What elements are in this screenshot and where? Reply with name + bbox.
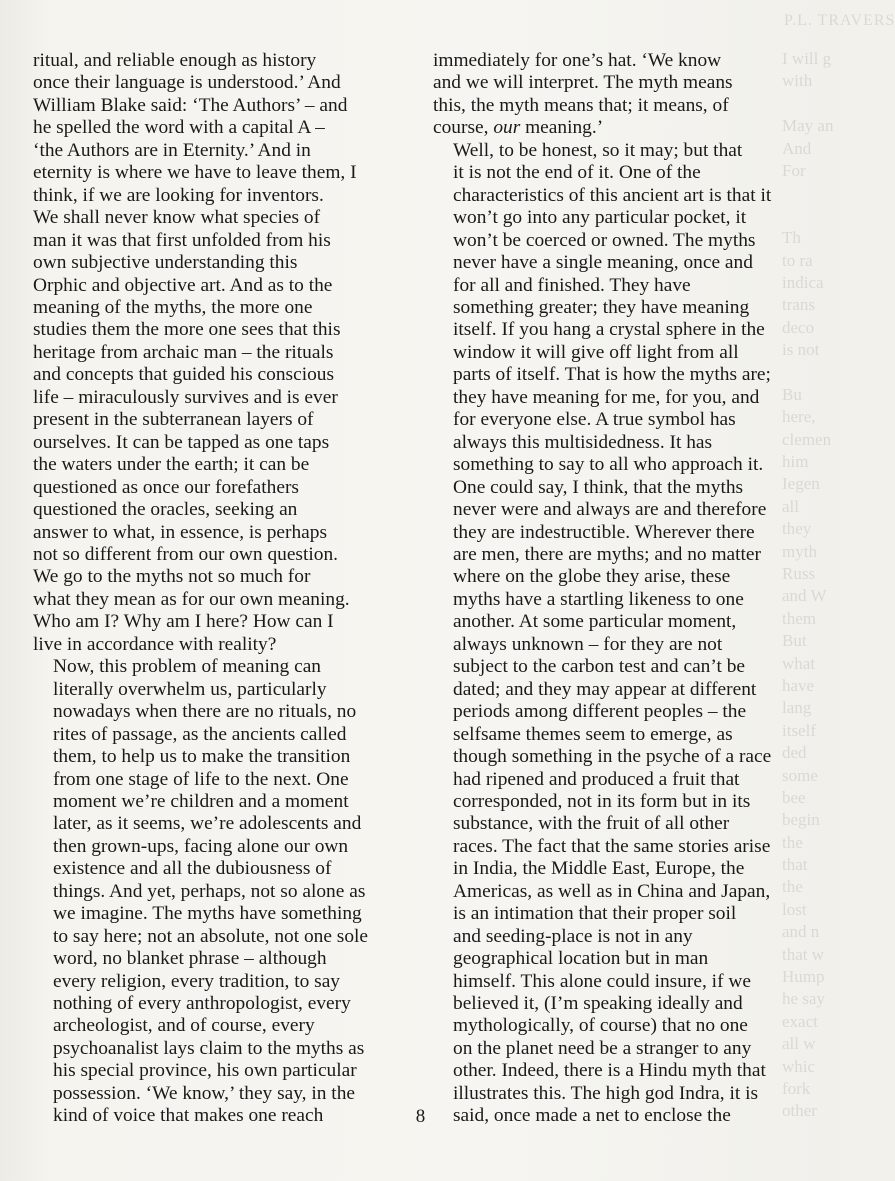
bleed-through-line [782, 205, 833, 227]
text-line: another. At some particular moment, [453, 611, 737, 633]
bleed-through-line: some [782, 765, 818, 785]
paragraph [33, 50, 373, 656]
bleed-through-line: deco [782, 317, 815, 337]
text-line: on the planet need be a stranger to any [453, 1037, 752, 1059]
text-line: in India, the Middle East, Europe, the [453, 858, 745, 880]
bleed-through-line [782, 182, 833, 204]
text-line: later, as it seems, we’re adolescents and [53, 813, 362, 835]
bleed-through-line: him [782, 452, 809, 472]
bleed-through-line: For [782, 160, 806, 180]
bleed-through-line: fork [782, 1078, 811, 1098]
text-line: for all and finished. They have [453, 274, 691, 296]
bleed-through-line: myth [782, 541, 817, 561]
text-line: we imagine. The myths have something [53, 903, 362, 925]
paragraph [33, 656, 373, 1128]
text-line: think, if we are looking for inventors. [33, 184, 324, 206]
text-line: immediately for one’s hat. ‘We know [433, 50, 722, 71]
bleed-through-line: bee [782, 787, 806, 807]
text-line: the waters under the earth; it can be [33, 454, 310, 476]
bleed-through-line: that w [782, 944, 825, 964]
bleed-through-line: they [782, 519, 812, 539]
bleed-through-line: Iegen [782, 474, 820, 494]
emphasis: our [493, 117, 521, 139]
bleed-through-line: trans [782, 295, 816, 315]
text-line: always unknown – for they are not [453, 633, 723, 655]
text-line: what they mean as for our own meaning. [33, 588, 350, 610]
bleed-through-fragments [782, 48, 833, 1123]
text-line: corresponded, not in its form but in its [453, 790, 751, 812]
text-line: then grown-ups, facing alone our own [53, 835, 349, 857]
bleed-through-line: clemen [782, 429, 832, 449]
text-line: he spelled the word with a capital A – [33, 117, 325, 139]
text-line: possession. ‘We know,’ they say, in the [53, 1082, 355, 1104]
text-line: existence and all the dubiousness of [53, 858, 332, 880]
bleed-through-line: he say [782, 989, 825, 1009]
text-line: Americas, as well as in China and Japan, [453, 880, 771, 902]
bleed-through-line: and n [782, 922, 820, 942]
bleed-through-line [782, 93, 833, 115]
text-line: his special province, his own particular [53, 1060, 357, 1082]
text-line: though something in the psyche of a race [453, 746, 772, 768]
bleed-through-line: begin [782, 810, 820, 830]
text-line: Well, to be honest, so it may; but that [453, 139, 743, 161]
text-line: meaning of the myths, the more one [33, 296, 313, 318]
text-line: We go to the myths not so much for [33, 566, 311, 588]
text-line: characteristics of this ancient art is that it [453, 184, 772, 206]
text-line: ‘the Authors are in Eternity.’ And in [33, 139, 311, 161]
text-line: other. Indeed, there is a Hindu myth that [453, 1060, 766, 1082]
text-line: mythologically, of course) that no one [453, 1015, 748, 1037]
paragraph [433, 50, 773, 140]
bleed-through-line: the [782, 877, 803, 897]
text-line: Now, this problem of meaning can [53, 656, 321, 678]
bleed-through-line: But [782, 631, 807, 651]
text-line: literally overwhelm us, particularly [53, 678, 327, 700]
bleed-through-line: ded [782, 743, 807, 763]
text-line: man it was that first unfolded from his [33, 229, 331, 251]
bleed-through-line: them [782, 608, 816, 628]
bleed-through-line: May an [782, 116, 834, 136]
text-line: course, our meaning.’ [433, 117, 604, 139]
text-line: Orphic and objective art. And as to the [33, 274, 333, 296]
text-line: once their language is understood.’ And [33, 72, 341, 94]
text-line: moment we’re children and a moment [53, 790, 349, 812]
text-line: myths have a startling likeness to one [453, 588, 744, 610]
text-line: won’t go into any particular pocket, it [453, 207, 747, 229]
text-line: for everyone else. A true symbol has [453, 409, 736, 431]
bleed-through-line: the [782, 832, 803, 852]
text-line: ritual, and reliable enough as history [33, 50, 317, 71]
left-text-column [33, 50, 373, 1128]
bleed-through-line: Th [782, 228, 801, 248]
text-line: never have a single meaning, once and [453, 252, 753, 274]
bleed-through-line: is not [782, 340, 820, 360]
text-line: William Blake said: ‘The Authors’ – and [33, 94, 348, 116]
bleed-through-line: lost [782, 899, 807, 919]
paragraph [433, 477, 773, 1128]
text-line: it is not the end of it. One of the [453, 162, 701, 184]
text-line: heritage from archaic man – the rituals [33, 341, 334, 363]
text-line: eternity is where we have to leave them, I [33, 162, 357, 184]
bleed-through-line: I will g [782, 49, 832, 68]
text-line: from one stage of life to the next. One [53, 768, 349, 790]
text-line: nothing of every anthropologist, every [53, 993, 351, 1015]
text-line: live in accordance with reality? [33, 633, 277, 655]
text-line: kind of voice that makes one reach [53, 1105, 324, 1127]
text-line: itself. If you hang a crystal sphere in the [453, 319, 765, 341]
text-line: Who am I? Why am I here? How can I [33, 611, 334, 633]
text-line: questioned as once our forefathers [33, 476, 299, 498]
text-line: window it will give off light from all [453, 341, 739, 363]
text-line: something to say to all who approach it. [453, 454, 764, 476]
text-line: ourselves. It can be tapped as one taps [33, 431, 330, 453]
text-line: believed it, (I’m speaking ideally and [453, 993, 743, 1015]
text-line: periods among different peoples – the [453, 701, 747, 723]
bleed-through-line [782, 361, 833, 383]
bleed-through-line: what [782, 653, 816, 673]
text-line: is an intimation that their proper soil [453, 903, 737, 925]
bleed-through-line: that [782, 855, 808, 875]
facing-page-bleed-through [778, 0, 895, 1181]
bleed-through-header: P.L. TRAVERS [784, 12, 895, 29]
text-line: never were and always are and therefore [453, 499, 767, 521]
bleed-through-line: Russ [782, 563, 816, 583]
bleed-through-line: with [782, 71, 813, 91]
text-line: subject to the carbon test and can’t be [453, 656, 746, 678]
bleed-through-line: And [782, 138, 812, 158]
bleed-through-line: Hump [782, 967, 825, 987]
text-line: present in the subterranean layers of [33, 409, 314, 431]
text-line: questioned the oracles, seeking an [33, 499, 298, 521]
paragraph [433, 140, 773, 477]
text-line: to say here; not an absolute, not one sole [53, 925, 369, 947]
text-line: psychoanalist lays claim to the myths as [53, 1037, 365, 1059]
text-line: something greater; they have meaning [453, 296, 750, 318]
text-line: things. And yet, perhaps, not so alone as [53, 880, 366, 902]
text-line: not so different from our own question. [33, 543, 338, 565]
text-line: dated; and they may appear at different [453, 678, 757, 700]
bleed-through-line: other [782, 1101, 817, 1121]
text-line: where on the globe they arise, these [453, 566, 731, 588]
bleed-through-line: here, [782, 407, 816, 427]
text-line: won’t be coerced or owned. The myths [453, 229, 756, 251]
bleed-through-line: indica [782, 272, 824, 292]
text-line: they have meaning for me, for you, and [453, 386, 760, 408]
text-line: are men, there are myths; and no matter [453, 543, 761, 565]
text-line: and we will interpret. The myth means [433, 72, 733, 94]
text-line: illustrates this. The high god Indra, it is [453, 1082, 759, 1104]
bleed-through-line: Bu [782, 384, 802, 404]
text-line: this, the myth means that; it means, of [433, 94, 729, 116]
text-line: word, no blanket phrase – although [53, 948, 327, 970]
text-line: and seeding-place is not in any [453, 925, 693, 947]
text-line: nowadays when there are no rituals, no [53, 701, 357, 723]
text-line: studies them the more one sees that this [33, 319, 341, 341]
text-line: One could say, I think, that the myths [453, 476, 744, 498]
text-line: had ripened and produced a fruit that [453, 768, 740, 790]
bleed-through-line: and W [782, 586, 827, 606]
text-line: life – miraculously survives and is ever [33, 386, 338, 408]
text-line: they are indestructible. Wherever there [453, 521, 755, 543]
bleed-through-line: all [782, 496, 799, 516]
bleed-through-line: have [782, 675, 815, 695]
text-line: We shall never know what species of [33, 207, 321, 229]
text-line: archeologist, and of course, every [53, 1015, 315, 1037]
bleed-through-line: exact [782, 1011, 818, 1031]
text-line: parts of itself. That is how the myths are; [453, 364, 771, 386]
text-line: races. The fact that the same stories arise [453, 835, 771, 857]
page-number: 8 [415, 1106, 426, 1127]
text-line: them, to help us to make the transition [53, 746, 351, 768]
bleed-through-line: lang [782, 698, 812, 718]
bleed-through-line: whic [782, 1056, 816, 1076]
text-line: substance, with the fruit of all other [453, 813, 730, 835]
bleed-through-line: all w [782, 1034, 816, 1054]
bleed-through-line: itself [782, 720, 816, 740]
text-line: always this multisidedness. It has [453, 431, 713, 453]
text-line: geographical location but in man [453, 948, 709, 970]
text-line: himself. This alone could insure, if we [453, 970, 751, 992]
text-line: every religion, every tradition, to say [53, 970, 340, 992]
text-line: selfsame themes seem to emerge, as [453, 723, 733, 745]
bleed-through-line: to ra [782, 250, 813, 270]
text-line: said, once made a net to enclose the [453, 1105, 731, 1127]
text-line: answer to what, in essence, is perhaps [33, 521, 328, 543]
text-line: own subjective understanding this [33, 252, 298, 274]
text-line: rites of passage, as the ancients called [53, 723, 347, 745]
right-text-column [433, 50, 773, 1128]
text-line: and concepts that guided his conscious [33, 364, 335, 386]
